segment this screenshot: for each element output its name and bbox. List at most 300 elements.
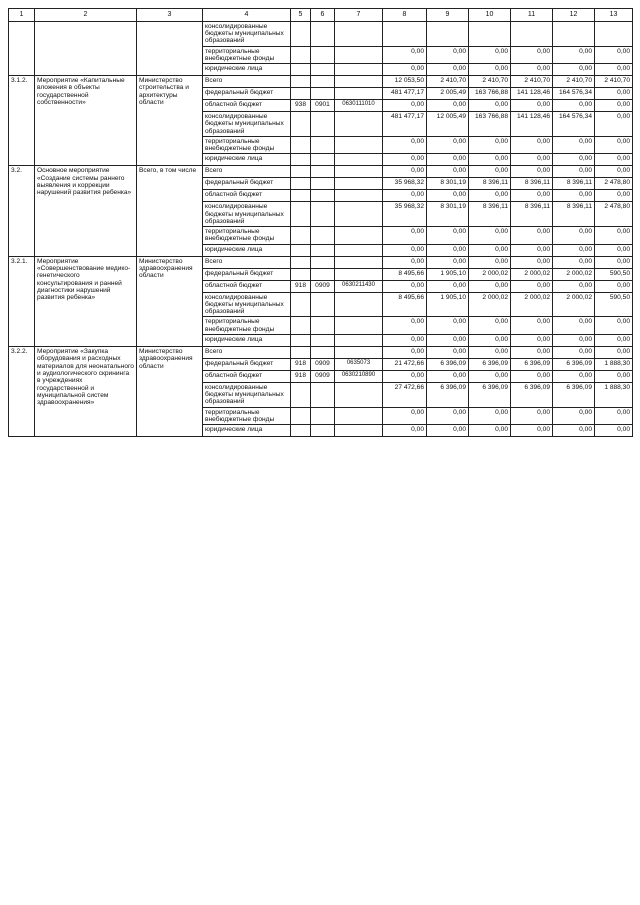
amount-cell: 0,00 — [469, 190, 511, 202]
executor-name — [137, 21, 203, 75]
grbs-code — [291, 136, 311, 154]
amount-cell: 163 766,88 — [469, 112, 511, 137]
grbs-code: 918 — [291, 370, 311, 382]
amount-cell: 0,00 — [553, 425, 595, 437]
amount-cell: 0,00 — [511, 244, 553, 256]
funding-source: областной бюджет — [203, 190, 291, 202]
col-header: 8 — [383, 9, 427, 22]
grbs-code — [291, 112, 311, 137]
amount-cell: 0,00 — [511, 227, 553, 245]
amount-cell: 0,00 — [383, 46, 427, 64]
amount-cell: 6 396,09 — [511, 358, 553, 370]
amount-cell: 0,00 — [469, 154, 511, 166]
funding-source: консолидированные бюджеты муниципальных образований — [203, 202, 291, 227]
amount-cell: 8 301,19 — [427, 178, 469, 190]
target-article-code — [335, 382, 383, 407]
grbs-code — [291, 256, 311, 268]
grbs-code — [291, 178, 311, 190]
amount-cell: 0,00 — [383, 317, 427, 335]
amount-cell: 0,00 — [427, 190, 469, 202]
grbs-code — [291, 227, 311, 245]
section-code: 0909 — [311, 280, 335, 292]
amount-cell: 0,00 — [469, 346, 511, 358]
section-code — [311, 268, 335, 280]
table-row — [9, 256, 633, 268]
amount-cell: 6 396,09 — [427, 382, 469, 407]
amount-cell: 0,00 — [595, 64, 633, 76]
amount-cell: 0,00 — [511, 425, 553, 437]
amount-cell: 0,00 — [511, 190, 553, 202]
section-code — [311, 227, 335, 245]
amount-cell: 0,00 — [383, 407, 427, 425]
target-article-code — [335, 154, 383, 166]
table-row — [9, 21, 633, 46]
amount-cell: 0,00 — [553, 317, 595, 335]
amount-cell: 6 396,09 — [511, 382, 553, 407]
amount-cell — [553, 21, 595, 46]
amount-cell: 2 410,70 — [595, 76, 633, 88]
section-code — [311, 136, 335, 154]
amount-cell: 590,50 — [595, 292, 633, 317]
funding-source: юридические лица — [203, 334, 291, 346]
amount-cell: 0,00 — [427, 227, 469, 245]
amount-cell: 2 478,80 — [595, 178, 633, 190]
measure-name: Мероприятие «Совершенствование медико-генетического консультирования и ранней диагностики нарушений развития ребенка» — [35, 256, 137, 346]
amount-cell: 0,00 — [595, 100, 633, 112]
amount-cell: 0,00 — [595, 425, 633, 437]
grbs-code — [291, 244, 311, 256]
amount-cell: 0,00 — [511, 346, 553, 358]
amount-cell: 0,00 — [511, 154, 553, 166]
amount-cell: 163 766,88 — [469, 88, 511, 100]
amount-cell: 164 576,34 — [553, 112, 595, 137]
amount-cell: 0,00 — [469, 64, 511, 76]
target-article-code: 0630111010 — [335, 100, 383, 112]
target-article-code: 0635073 — [335, 358, 383, 370]
measure-number: 3.2.2. — [9, 346, 35, 436]
document-page — [8, 8, 632, 897]
funding-source: федеральный бюджет — [203, 358, 291, 370]
amount-cell: 0,00 — [553, 280, 595, 292]
amount-cell: 0,00 — [553, 346, 595, 358]
amount-cell: 0,00 — [595, 88, 633, 100]
col-header: 5 — [291, 9, 311, 22]
amount-cell: 35 968,32 — [383, 202, 427, 227]
funding-source: юридические лица — [203, 425, 291, 437]
funding-source: консолидированные бюджеты муниципальных образований — [203, 112, 291, 137]
amount-cell: 0,00 — [595, 112, 633, 137]
funding-source: Всего — [203, 346, 291, 358]
target-article-code — [335, 88, 383, 100]
amount-cell: 164 576,34 — [553, 88, 595, 100]
amount-cell: 2 000,02 — [469, 292, 511, 317]
target-article-code — [335, 46, 383, 64]
amount-cell: 0,00 — [511, 334, 553, 346]
amount-cell: 0,00 — [469, 166, 511, 178]
grbs-code — [291, 407, 311, 425]
amount-cell: 8 495,66 — [383, 268, 427, 280]
amount-cell: 12 053,50 — [383, 76, 427, 88]
amount-cell: 0,00 — [595, 334, 633, 346]
grbs-code — [291, 166, 311, 178]
amount-cell: 0,00 — [595, 317, 633, 335]
target-article-code — [335, 178, 383, 190]
amount-cell: 2 000,02 — [553, 292, 595, 317]
amount-cell: 2 000,02 — [511, 292, 553, 317]
amount-cell: 0,00 — [469, 227, 511, 245]
funding-source: территориальные внебюджетные фонды — [203, 46, 291, 64]
amount-cell: 0,00 — [383, 256, 427, 268]
grbs-code — [291, 21, 311, 46]
target-article-code — [335, 334, 383, 346]
target-article-code: 0630211430 — [335, 280, 383, 292]
amount-cell: 0,00 — [383, 154, 427, 166]
amount-cell: 0,00 — [511, 256, 553, 268]
section-code — [311, 88, 335, 100]
amount-cell: 0,00 — [511, 166, 553, 178]
measure-number: 3.2.1. — [9, 256, 35, 346]
grbs-code — [291, 190, 311, 202]
amount-cell: 0,00 — [595, 407, 633, 425]
amount-cell: 0,00 — [427, 334, 469, 346]
amount-cell: 0,00 — [553, 64, 595, 76]
amount-cell: 0,00 — [383, 136, 427, 154]
amount-cell — [511, 21, 553, 46]
amount-cell: 0,00 — [595, 256, 633, 268]
col-header: 13 — [595, 9, 633, 22]
executor-name: Министерство здравоохранения области — [137, 346, 203, 436]
measure-name: Мероприятие «Капитальные вложения в объекты государственной собственности» — [35, 76, 137, 166]
target-article-code — [335, 190, 383, 202]
amount-cell: 0,00 — [427, 317, 469, 335]
funding-source: территориальные внебюджетные фонды — [203, 227, 291, 245]
amount-cell: 0,00 — [383, 334, 427, 346]
col-header: 12 — [553, 9, 595, 22]
funding-source: территориальные внебюджетные фонды — [203, 136, 291, 154]
grbs-code — [291, 154, 311, 166]
section-code: 0901 — [311, 100, 335, 112]
measure-number — [9, 21, 35, 75]
section-code — [311, 64, 335, 76]
target-article-code — [335, 166, 383, 178]
amount-cell: 0,00 — [469, 280, 511, 292]
amount-cell — [595, 21, 633, 46]
section-code: 0909 — [311, 370, 335, 382]
amount-cell — [427, 21, 469, 46]
amount-cell: 0,00 — [427, 425, 469, 437]
amount-cell: 0,00 — [595, 190, 633, 202]
funding-source: областной бюджет — [203, 280, 291, 292]
amount-cell: 0,00 — [469, 317, 511, 335]
table-row — [9, 76, 633, 88]
grbs-code — [291, 76, 311, 88]
col-header: 6 — [311, 9, 335, 22]
grbs-code — [291, 46, 311, 64]
section-code — [311, 166, 335, 178]
amount-cell: 0,00 — [427, 100, 469, 112]
amount-cell: 0,00 — [383, 280, 427, 292]
amount-cell: 141 128,46 — [511, 112, 553, 137]
amount-cell: 8 396,11 — [553, 202, 595, 227]
amount-cell: 141 128,46 — [511, 88, 553, 100]
amount-cell: 0,00 — [553, 244, 595, 256]
funding-source: консолидированные бюджеты муниципальных образований — [203, 21, 291, 46]
amount-cell: 0,00 — [595, 154, 633, 166]
amount-cell: 8 396,11 — [553, 178, 595, 190]
col-header: 4 — [203, 9, 291, 22]
section-code — [311, 112, 335, 137]
funding-source: областной бюджет — [203, 370, 291, 382]
amount-cell: 0,00 — [553, 334, 595, 346]
amount-cell: 0,00 — [427, 370, 469, 382]
amount-cell: 21 472,66 — [383, 358, 427, 370]
grbs-code — [291, 334, 311, 346]
funding-source: юридические лица — [203, 154, 291, 166]
target-article-code — [335, 346, 383, 358]
amount-cell: 0,00 — [383, 100, 427, 112]
amount-cell: 6 396,09 — [469, 358, 511, 370]
amount-cell: 0,00 — [511, 136, 553, 154]
target-article-code — [335, 256, 383, 268]
executor-name: Всего, в том числе — [137, 166, 203, 256]
target-article-code — [335, 64, 383, 76]
amount-cell: 0,00 — [383, 425, 427, 437]
table-row — [9, 166, 633, 178]
grbs-code — [291, 317, 311, 335]
amount-cell: 0,00 — [469, 136, 511, 154]
amount-cell: 0,00 — [427, 280, 469, 292]
funding-source: федеральный бюджет — [203, 268, 291, 280]
section-code — [311, 46, 335, 64]
grbs-code — [291, 64, 311, 76]
amount-cell: 0,00 — [511, 64, 553, 76]
amount-cell: 0,00 — [511, 407, 553, 425]
table-body — [9, 21, 633, 436]
funding-source: Всего — [203, 76, 291, 88]
section-code — [311, 382, 335, 407]
amount-cell: 0,00 — [553, 166, 595, 178]
amount-cell: 0,00 — [469, 407, 511, 425]
section-code — [311, 178, 335, 190]
col-header: 11 — [511, 9, 553, 22]
funding-source: Всего — [203, 256, 291, 268]
target-article-code — [335, 425, 383, 437]
section-code — [311, 76, 335, 88]
amount-cell: 27 472,66 — [383, 382, 427, 407]
grbs-code — [291, 292, 311, 317]
amount-cell: 0,00 — [553, 227, 595, 245]
amount-cell: 0,00 — [595, 136, 633, 154]
amount-cell — [469, 21, 511, 46]
amount-cell: 590,50 — [595, 268, 633, 280]
amount-cell: 0,00 — [469, 334, 511, 346]
amount-cell: 8 301,19 — [427, 202, 469, 227]
target-article-code — [335, 227, 383, 245]
amount-cell: 0,00 — [595, 166, 633, 178]
section-code: 0909 — [311, 358, 335, 370]
amount-cell: 6 396,09 — [553, 358, 595, 370]
funding-source: федеральный бюджет — [203, 178, 291, 190]
amount-cell: 2 478,80 — [595, 202, 633, 227]
section-code — [311, 346, 335, 358]
amount-cell: 1 888,30 — [595, 382, 633, 407]
amount-cell: 8 396,11 — [511, 178, 553, 190]
amount-cell: 2 410,70 — [553, 76, 595, 88]
grbs-code: 938 — [291, 100, 311, 112]
target-article-code — [335, 76, 383, 88]
amount-cell: 0,00 — [383, 64, 427, 76]
measure-number: 3.2. — [9, 166, 35, 256]
amount-cell: 6 396,09 — [553, 382, 595, 407]
amount-cell: 0,00 — [427, 166, 469, 178]
amount-cell: 0,00 — [469, 244, 511, 256]
target-article-code — [335, 407, 383, 425]
section-code — [311, 256, 335, 268]
executor-name: Министерство здравоохранения области — [137, 256, 203, 346]
grbs-code — [291, 346, 311, 358]
amount-cell: 0,00 — [553, 136, 595, 154]
amount-cell: 0,00 — [469, 370, 511, 382]
amount-cell: 0,00 — [511, 280, 553, 292]
funding-source: территориальные внебюджетные фонды — [203, 407, 291, 425]
amount-cell: 0,00 — [553, 154, 595, 166]
target-article-code — [335, 244, 383, 256]
amount-cell: 0,00 — [595, 346, 633, 358]
measure-name: Мероприятие «Закупка оборудования и расходных материалов для неонатального и аудиологического скрининга в учреждениях государственной и муниципальной систем здравоохранения» — [35, 346, 137, 436]
amount-cell: 8 396,11 — [469, 202, 511, 227]
section-code — [311, 407, 335, 425]
funding-source: юридические лица — [203, 244, 291, 256]
funding-source: консолидированные бюджеты муниципальных образований — [203, 292, 291, 317]
funding-source: федеральный бюджет — [203, 88, 291, 100]
amount-cell: 2 410,70 — [427, 76, 469, 88]
grbs-code — [291, 202, 311, 227]
table-row — [9, 346, 633, 358]
amount-cell: 6 396,09 — [427, 358, 469, 370]
amount-cell: 0,00 — [427, 46, 469, 64]
measure-name — [35, 21, 137, 75]
amount-cell: 0,00 — [511, 370, 553, 382]
grbs-code — [291, 88, 311, 100]
amount-cell: 0,00 — [427, 407, 469, 425]
amount-cell: 35 968,32 — [383, 178, 427, 190]
amount-cell: 0,00 — [427, 64, 469, 76]
col-header: 7 — [335, 9, 383, 22]
section-code — [311, 21, 335, 46]
measure-number: 3.1.2. — [9, 76, 35, 166]
amount-cell: 0,00 — [553, 256, 595, 268]
amount-cell: 0,00 — [427, 154, 469, 166]
amount-cell: 0,00 — [595, 280, 633, 292]
col-header: 9 — [427, 9, 469, 22]
grbs-code — [291, 382, 311, 407]
amount-cell: 0,00 — [553, 46, 595, 64]
amount-cell: 0,00 — [469, 100, 511, 112]
funding-source: Всего — [203, 166, 291, 178]
amount-cell: 0,00 — [383, 227, 427, 245]
amount-cell: 0,00 — [553, 190, 595, 202]
funding-source: консолидированные бюджеты муниципальных образований — [203, 382, 291, 407]
section-code — [311, 317, 335, 335]
amount-cell: 2 005,49 — [427, 88, 469, 100]
amount-cell: 0,00 — [383, 346, 427, 358]
amount-cell: 481 477,17 — [383, 112, 427, 137]
grbs-code: 918 — [291, 358, 311, 370]
amount-cell: 0,00 — [553, 407, 595, 425]
amount-cell: 0,00 — [553, 370, 595, 382]
amount-cell: 0,00 — [427, 346, 469, 358]
funding-source: юридические лица — [203, 64, 291, 76]
amount-cell: 8 396,11 — [469, 178, 511, 190]
amount-cell: 0,00 — [427, 136, 469, 154]
funding-source: областной бюджет — [203, 100, 291, 112]
amount-cell: 1 905,10 — [427, 268, 469, 280]
section-code — [311, 292, 335, 317]
grbs-code — [291, 425, 311, 437]
amount-cell: 2 000,02 — [553, 268, 595, 280]
amount-cell: 0,00 — [427, 244, 469, 256]
target-article-code — [335, 136, 383, 154]
section-code — [311, 244, 335, 256]
amount-cell: 1 888,30 — [595, 358, 633, 370]
amount-cell: 0,00 — [595, 46, 633, 64]
target-article-code — [335, 268, 383, 280]
col-header: 10 — [469, 9, 511, 22]
budget-table — [8, 8, 633, 437]
amount-cell: 1 905,10 — [427, 292, 469, 317]
executor-name: Министерство строительства и архитектуры области — [137, 76, 203, 166]
amount-cell: 0,00 — [553, 100, 595, 112]
amount-cell: 0,00 — [383, 190, 427, 202]
column-number-row — [9, 9, 633, 22]
target-article-code — [335, 21, 383, 46]
target-article-code — [335, 112, 383, 137]
amount-cell: 0,00 — [595, 370, 633, 382]
amount-cell: 0,00 — [469, 46, 511, 64]
amount-cell: 2 410,70 — [511, 76, 553, 88]
col-header: 2 — [35, 9, 137, 22]
amount-cell: 0,00 — [427, 256, 469, 268]
amount-cell: 0,00 — [383, 370, 427, 382]
amount-cell: 0,00 — [469, 425, 511, 437]
amount-cell: 8 495,66 — [383, 292, 427, 317]
amount-cell: 6 396,09 — [469, 382, 511, 407]
amount-cell: 0,00 — [595, 227, 633, 245]
section-code — [311, 425, 335, 437]
amount-cell: 481 477,17 — [383, 88, 427, 100]
section-code — [311, 202, 335, 227]
amount-cell: 12 005,49 — [427, 112, 469, 137]
amount-cell: 0,00 — [383, 166, 427, 178]
funding-source: территориальные внебюджетные фонды — [203, 317, 291, 335]
amount-cell: 8 396,11 — [511, 202, 553, 227]
measure-name: Основное мероприятие «Создание системы раннего выявления и коррекции нарушений развития ребенка» — [35, 166, 137, 256]
section-code — [311, 190, 335, 202]
section-code — [311, 154, 335, 166]
grbs-code — [291, 268, 311, 280]
grbs-code: 918 — [291, 280, 311, 292]
amount-cell: 0,00 — [469, 256, 511, 268]
amount-cell: 0,00 — [511, 317, 553, 335]
amount-cell: 2 000,02 — [511, 268, 553, 280]
target-article-code — [335, 202, 383, 227]
target-article-code — [335, 317, 383, 335]
section-code — [311, 334, 335, 346]
amount-cell: 0,00 — [511, 100, 553, 112]
target-article-code — [335, 292, 383, 317]
target-article-code: 0630210890 — [335, 370, 383, 382]
amount-cell — [383, 21, 427, 46]
